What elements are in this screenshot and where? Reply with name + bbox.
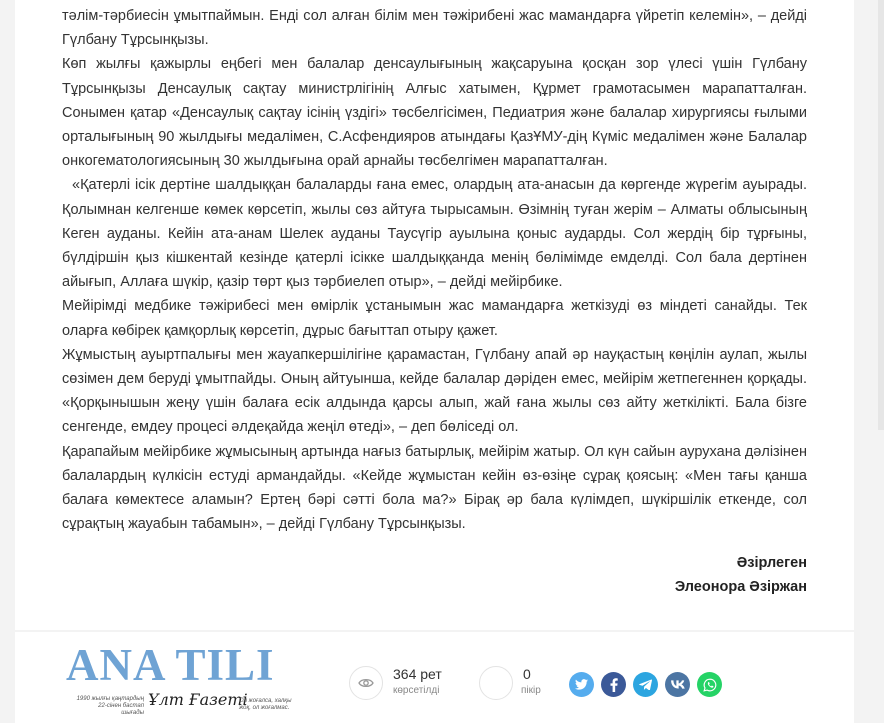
logo-motto: Ол жоғалса, халқы жоқ, ол жоғалмас. [239, 698, 292, 711]
share-whatsapp-button[interactable] [697, 672, 722, 697]
views-count: 364 рет [393, 666, 442, 682]
comments-count: 0 [523, 666, 531, 682]
logo-title: ANA TILI [66, 640, 275, 690]
article-paragraph: Көп жылғы қажырлы еңбегі мен балалар денсаулығының жақсаруына қосқан зор үлесі үшін Гүлбану Тұрсынқызы Денсаулық сақтау министрлігінің Алғыс хатымен, Құрмет грамотасымен марапатталған. Сонымен қатар «Денсаулық сақтау ісінің үздігі» төсбелгісімен, Педиатрия және балалар хирургиясы ғылыми орталығының 90 жылдығы медалімен, С.Асфендияров атындағы ҚазҰМУ-дің Күміс медалімен және Балалар онкогематологиясының 30 жылдығына орай арнайы төсбелгімен марапатталған. [62, 56, 807, 170]
whatsapp-icon [703, 678, 717, 692]
scrollbar-track[interactable] [878, 0, 884, 430]
comment-icon [479, 666, 513, 700]
signature-author: Элеонора Әзіржан [674, 579, 807, 595]
article-footer [15, 632, 854, 723]
article-paragraph: Мейірімді медбике тәжірибесі мен өмірлік ұстанымын жас мамандарға жеткізуді өз міндеті санайды. Тек оларға көбірек қамқорлық көрсетіп, дұрыс бағыттап отыру қажет. [62, 298, 807, 339]
article-body [62, 4, 807, 536]
article-card [15, 0, 854, 630]
logo-signature: Ұлт Ғазеті [148, 690, 248, 709]
logo-since-text: 1990 жылғы қаңтардың 22-сінен бастап шығады [76, 696, 144, 716]
eye-icon [349, 666, 383, 700]
share-vk-button[interactable] [665, 672, 690, 697]
article-paragraph: Жұмыстың ауыртпалығы мен жауапкершілігіне қарамастан, Гүлбану апай әр науқастың көңілін аулап, жылы сөзімен дем беруді ұмытпайды. Оның айтуынша, кейде балалар дәріден емес, мейірім жетпегеннен қорқады. «Қорқынышын жеңу үшін балаға есік алдында қарсы алып, жай ғана жылы сөз айту жеткілікті. Бала бізге сенгенде, емдеу процесі әлдеқайда жеңіл өтеді», – деп бөліседі ол. [62, 346, 807, 436]
twitter-icon [575, 679, 588, 690]
newspaper-logo[interactable] [66, 640, 306, 716]
share-facebook-button[interactable] [601, 672, 626, 697]
signature-prepared-by: Әзірлеген [736, 555, 807, 571]
article-paragraph: «Қатерлі ісік дертіне шалдыққан балаларды ғана емес, олардың ата-анасын да көргенде жүрегім ауырады. Қолымнан келгенше көмек көрсетіп, жылы сөз айтуға тырысамын. Өзімнің туған жерім – Алматы облысының Кеген ауданы. Кейін ата-анам Шелек ауданы Таусүгір ауылына қоныс аударды. Сол жердің бір тұрғыны, бүлдіршін қыз кішкентай кезінде қатерлі ісікке шалдыққанда менің бөлімімде емделді. Сол бала дертінен айығып, Аллаға шүкір, қазір төрт қыз тәрбиелеп отыр», – дейді мейірбике. [62, 177, 807, 291]
comments-label: пікір [521, 685, 541, 696]
article-paragraph: Қарапайым мейірбике жұмысының артында нағыз батырлық, мейірім жатыр. Ол күн сайын аурухана дәлізінен балалардың күлкісін естуді армандайды. «Кейде жұмыстан кейін өз-өзіңе сұрақ қоясың: «Мен тағы қанша балаға көмектесе аламын? Ертең бәрі сәтті бола ма?» Бірақ әр бала күлімдеп, шүкіршілік еткенде, сол сұрақтың жауабын табамын», – дейді Гүлбану Тұрсынқызы. [62, 443, 807, 533]
share-telegram-button[interactable] [633, 672, 658, 697]
vk-icon [671, 680, 685, 689]
article-paragraph: тәлім-тәрбиесін ұмытпаймын. Енді сол алған білім мен тәжірибені жас мамандарға үйретіп келемін», – дейді Гүлбану Тұрсынқызы. [62, 8, 807, 49]
views-label: көрсетілді [393, 685, 440, 696]
share-twitter-button[interactable] [569, 672, 594, 697]
telegram-icon [639, 679, 652, 690]
article-signature [675, 551, 807, 599]
facebook-icon [610, 678, 618, 692]
